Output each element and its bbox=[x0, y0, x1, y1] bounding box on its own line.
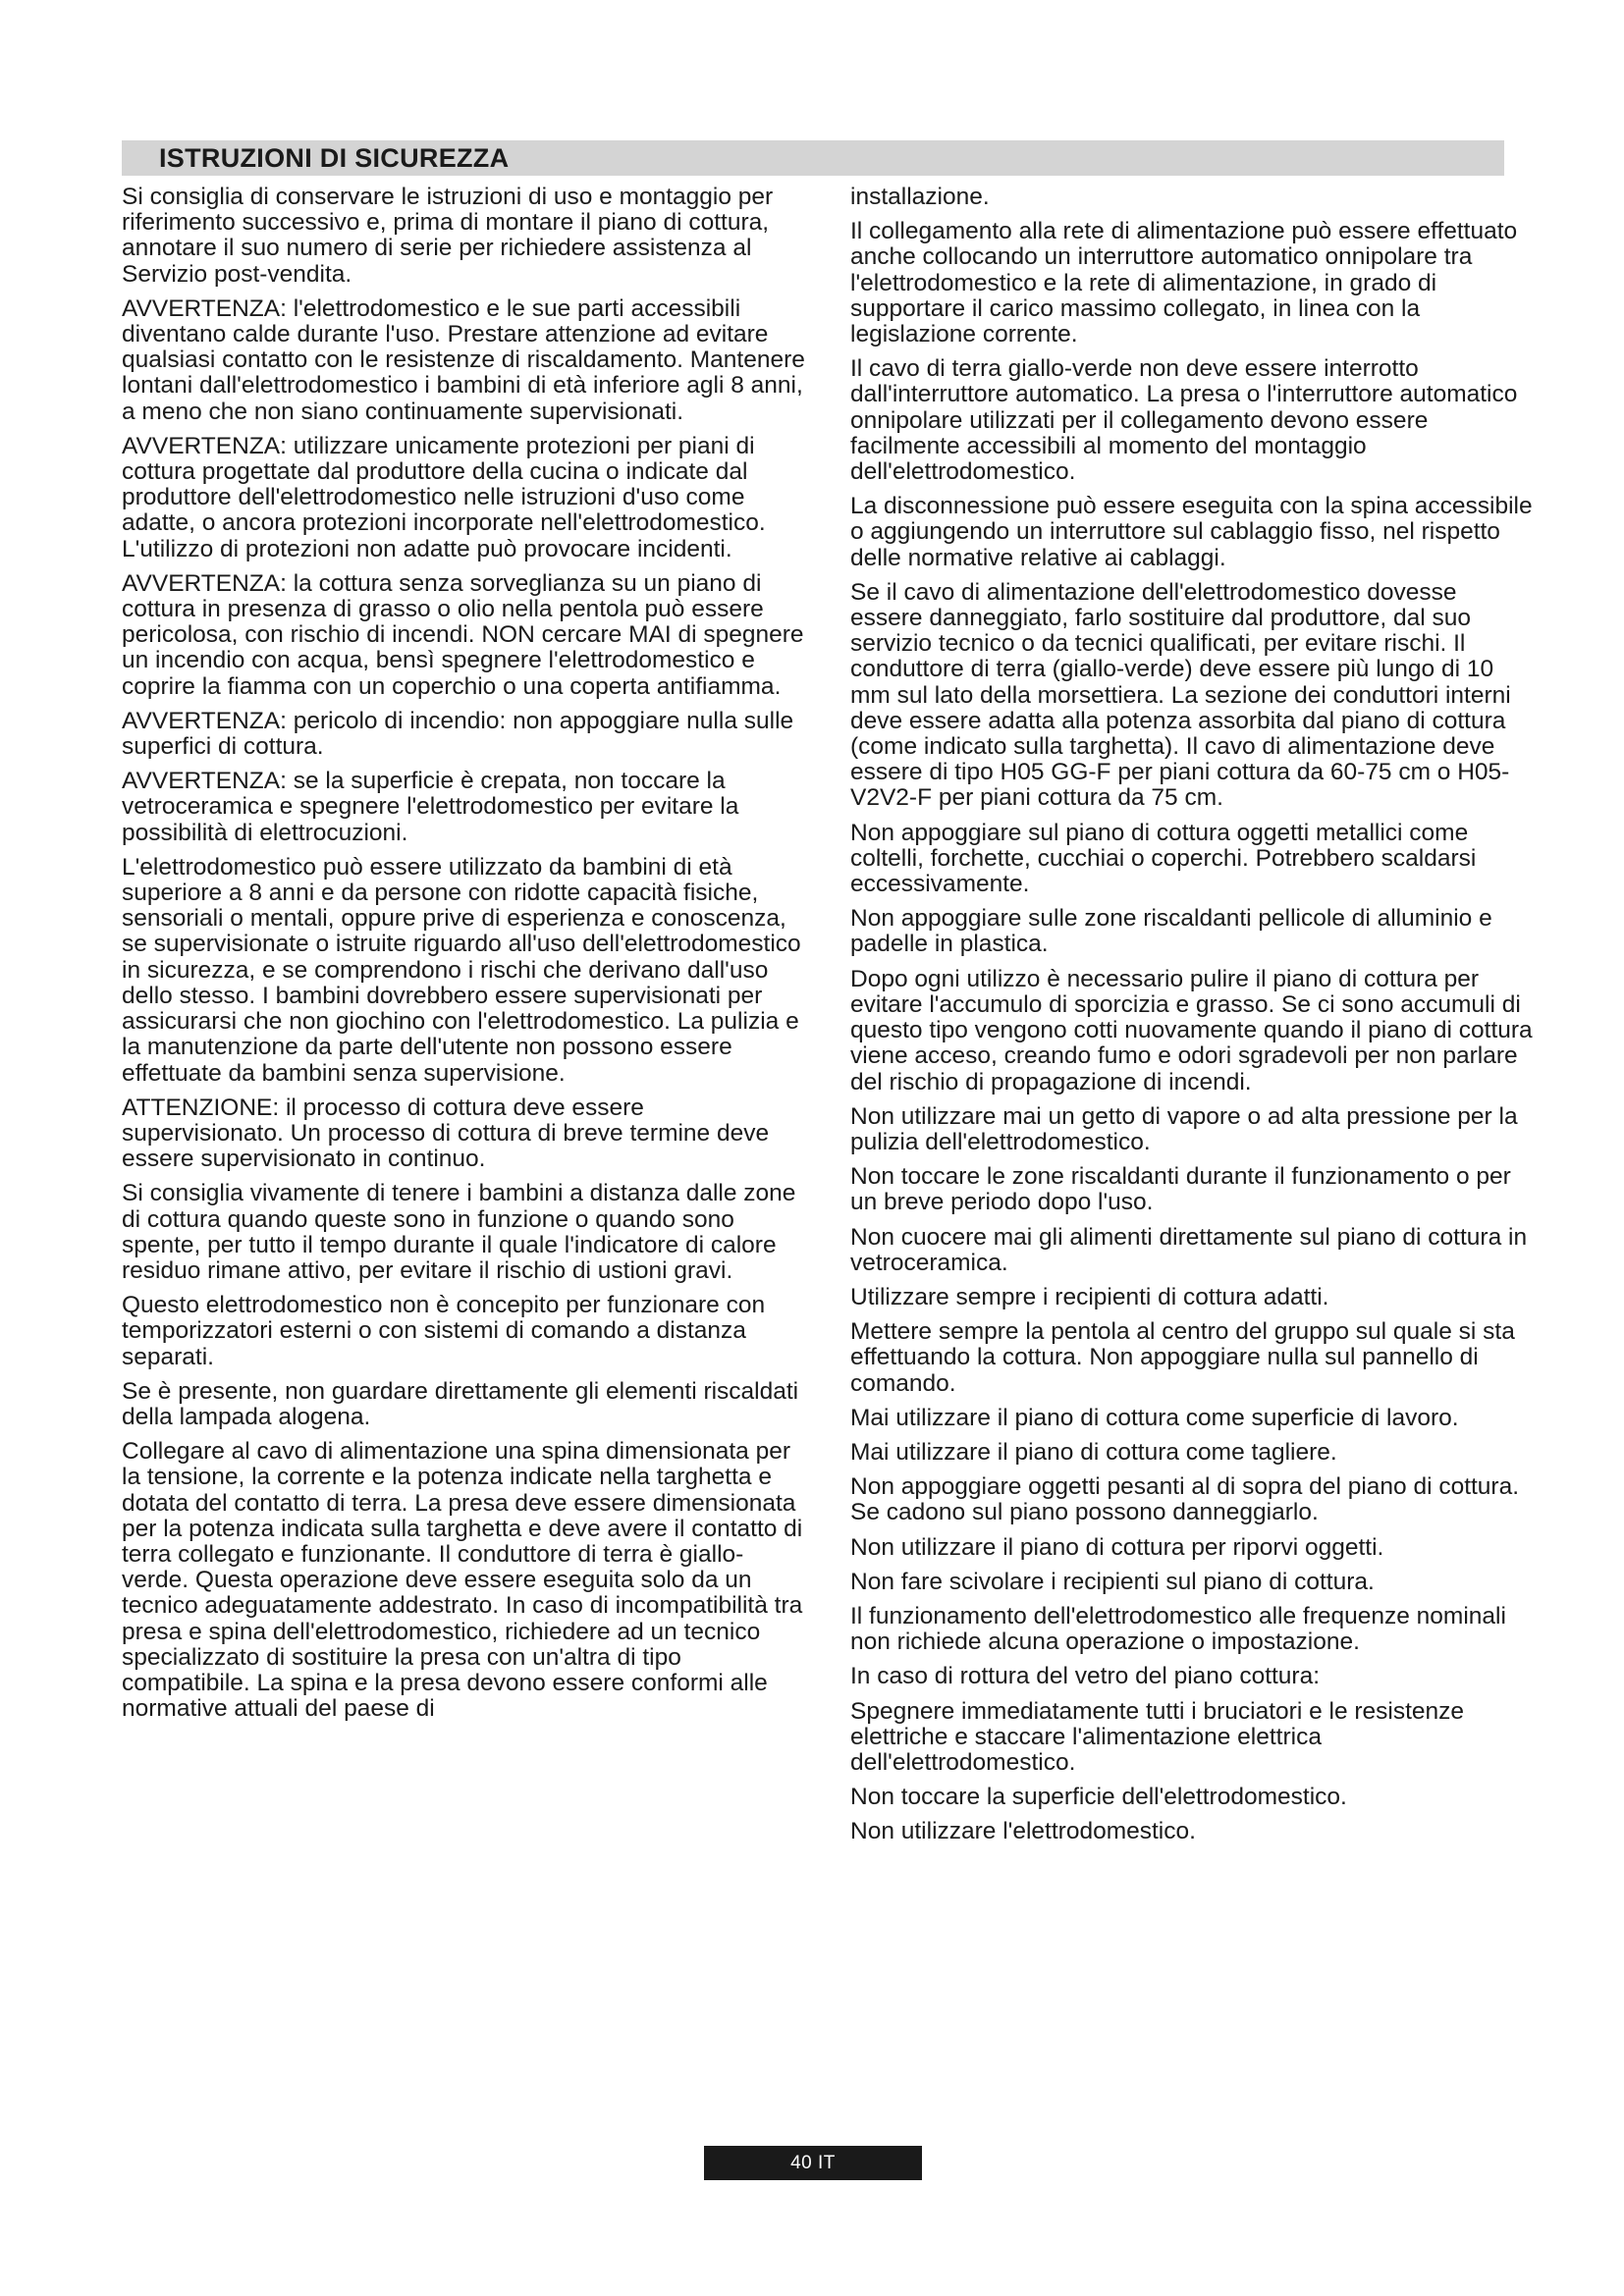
paragraph: La disconnessione può essere eseguita con la spina accessibile o aggiungendo un interruttore sul cablaggio fisso, nel rispetto delle normative relative ai cablaggi. bbox=[850, 493, 1533, 571]
paragraph: Il collegamento alla rete di alimentazione può essere effettuato anche collocando un interruttore automatico onnipolare tra l'elettrodomestico e la rete di alimentazione, in grado di supportare il carico massimo collegato, in linea con la legislazione corrente. bbox=[850, 218, 1518, 348]
paragraph: Mai utilizzare il piano di cottura come superficie di lavoro. bbox=[850, 1404, 1459, 1431]
paragraph: AVVERTENZA: pericolo di incendio: non appoggiare nulla sulle superfici di cottura. bbox=[122, 707, 794, 761]
page-number: 40 IT bbox=[790, 2153, 836, 2173]
paragraph: Non appoggiare sul piano di cottura oggetti metallici come coltelli, forchette, cucchiai o coperchi. Potrebbero scaldarsi eccessivamente. bbox=[850, 819, 1477, 898]
paragraph: Il funzionamento dell'elettrodomestico alle frequenze nominali non richiede alcuna operazione o impostazione. bbox=[850, 1602, 1506, 1656]
page-number-box bbox=[704, 2146, 922, 2180]
section-header-bar bbox=[122, 140, 1504, 176]
paragraph: L'elettrodomestico può essere utilizzato da bambini di età superiore a 8 anni e da persone con ridotte capacità fisiche, sensoriali o mentali, oppure prive di esperienza e conoscenza, se supervisionate o istruite riguardo all'uso dell'elettrodomestico in sicurezza, e se comprendono i rischi che derivano dall'uso dello stesso. I bambini dovrebbero essere supervisionati per assicurarsi che non giochino con l'elettrodomestico. La pulizia e la manutenzione da parte dell'utente non possono essere effettuate da bambini senza supervisione. bbox=[122, 853, 801, 1087]
paragraph: Se è presente, non guardare direttamente gli elementi riscaldati della lampada alogena. bbox=[122, 1377, 799, 1430]
paragraph: AVVERTENZA: se la superficie è crepata, non toccare la vetroceramica e spegnere l'elettrodomestico per evitare la possibilità di elettrocuzioni. bbox=[122, 768, 739, 846]
paragraph: Non utilizzare l'elettrodomestico. bbox=[850, 1818, 1196, 1845]
paragraph: Non utilizzare mai un getto di vapore o ad alta pressione per la pulizia dell'elettrodomestico. bbox=[850, 1102, 1518, 1155]
paragraph: Non toccare le zone riscaldanti durante il funzionamento o per un breve periodo dopo l'uso. bbox=[850, 1163, 1511, 1216]
paragraph: Il cavo di terra giallo-verde non deve essere interrotto dall'interruttore automatico. La presa o l'interruttore automatico onnipolare utilizzati per il collegamento devono essere facilmente accessibili al momento del montaggio dell'elettrodomestico. bbox=[850, 355, 1518, 486]
paragraph: Non toccare la superficie dell'elettrodomestico. bbox=[850, 1784, 1347, 1811]
left-column bbox=[122, 185, 809, 1731]
paragraph: ATTENZIONE: il processo di cottura deve essere supervisionato. Un processo di cottura di breve termine deve essere supervisionato in continuo. bbox=[122, 1094, 770, 1173]
paragraph: AVVERTENZA: l'elettrodomestico e le sue parti accessibili diventano calde durante l'uso. Prestare attenzione ad evitare qualsiasi contatto con le resistenze di riscaldamento. Mantenere lontani dall'elettrodomestico i bambini di età inferiore agli 8 anni, a meno che non siano continuamente supervisionati. bbox=[122, 294, 805, 425]
paragraph: Si consiglia di conservare le istruzioni di uso e montaggio per riferimento successivo e, prima di montare il piano di cottura, annotare il suo numero di serie per richiedere assistenza al Servizio post-vendita. bbox=[122, 184, 774, 288]
paragraph: Si consiglia vivamente di tenere i bambini a distanza dalle zone di cottura quando queste sono in funzione o quando sono spente, per tutto il tempo durante il quale l'indicatore di calore residuo rimane attivo, per evitare il rischio di ustioni gravi. bbox=[122, 1180, 796, 1284]
section-title: ISTRUZIONI DI SICUREZZA bbox=[159, 143, 510, 173]
paragraph: Mettere sempre la pentola al centro del gruppo sul quale si sta effettuando la cottura. Non appoggiare nulla sul pannello di comando. bbox=[850, 1318, 1515, 1397]
paragraph: Dopo ogni utilizzo è necessario pulire il piano di cottura per evitare l'accumulo di sporcizia e grasso. Se ci sono accumuli di questo tipo vengono cotti nuovamente quando il piano di cottura viene acceso, creando fumo e odori sgradevoli per non parlare del rischio di propagazione di incendi. bbox=[850, 965, 1533, 1095]
paragraph: Non fare scivolare i recipienti sul piano di cottura. bbox=[850, 1568, 1375, 1595]
paragraph: Questo elettrodomestico non è concepito per funzionare con temporizzatori esterni o con sistemi di comando a distanza separati. bbox=[122, 1292, 766, 1370]
paragraph: Non appoggiare oggetti pesanti al di sopra del piano di cottura. Se cadono sul piano possono danneggiarlo. bbox=[850, 1473, 1520, 1526]
paragraph: Non utilizzare il piano di cottura per riporvi oggetti. bbox=[850, 1533, 1384, 1561]
paragraph: AVVERTENZA: la cottura senza sorveglianza su un piano di cottura in presenza di grasso o olio nella pentola può essere pericolosa, con rischio di incendi. NON cercare MAI di spegnere un incendio con acqua, bensì spegnere l'elettrodomestico e coprire la fiamma con un coperchio o una coperta antifiamma. bbox=[122, 569, 804, 700]
paragraph: Non cuocere mai gli alimenti direttamente sul piano di cottura in vetroceramica. bbox=[850, 1223, 1528, 1276]
paragraph: In caso di rottura del vetro del piano cottura: bbox=[850, 1663, 1321, 1690]
paragraph: Spegnere immediatamente tutti i bruciatori e le resistenze elettriche e staccare l'alimentazione elettrica dell'elettrodomestico. bbox=[850, 1697, 1465, 1776]
paragraph: installazione. bbox=[850, 184, 990, 210]
paragraph: Mai utilizzare il piano di cottura come tagliere. bbox=[850, 1438, 1337, 1466]
paragraph: Utilizzare sempre i recipienti di cottura adatti. bbox=[850, 1283, 1329, 1310]
paragraph: Non appoggiare sulle zone riscaldanti pellicole di alluminio e padelle in plastica. bbox=[850, 905, 1492, 958]
paragraph: Collegare al cavo di alimentazione una spina dimensionata per la tensione, la corrente e la potenza indicate nella targhetta e dotata del contatto di terra. La presa deve essere dimensionata per la potenza indicata sulla targhetta e deve avere il contatto di terra collegato e funzionante. Il conduttore di terra è giallo-verde. Questa operazione deve essere eseguita solo da un tecnico adeguatamente addestrato. In caso di incompatibilità tra presa e spina dell'elettrodomestico, richiedere ad un tecnico specializzato di sostituire la presa con un'altra di tipo compatibile. La spina e la presa devono essere conformi alle normative attuali del paese di bbox=[122, 1438, 803, 1723]
right-column bbox=[850, 185, 1533, 1854]
paragraph: Se il cavo di alimentazione dell'elettrodomestico dovesse essere danneggiato, farlo sostituire dal produttore, dal suo servizio tecnico o da tecnici qualificati, per evitare rischi. Il conduttore di terra (giallo-verde) deve essere più lungo di 10 mm sul lato della morsettiera. La sezione dei conduttori interni deve essere adatta alla potenza assorbita dal piano di cottura (come indicato sulla targhetta). Il cavo di alimentazione deve essere di tipo H05 GG-F per piani cottura da 60-75 cm o H05-V2V2-F per piani cottura da 75 cm. bbox=[850, 578, 1511, 812]
paragraph: AVVERTENZA: utilizzare unicamente protezioni per piani di cottura progettate dal produttore della cucina o indicate dal produttore dell'elettrodomestico nelle istruzioni d'uso come adatte, o ancora protezioni incorporate nell'elettrodomestico. L'utilizzo di protezioni non adatte può provocare incidenti. bbox=[122, 432, 766, 562]
